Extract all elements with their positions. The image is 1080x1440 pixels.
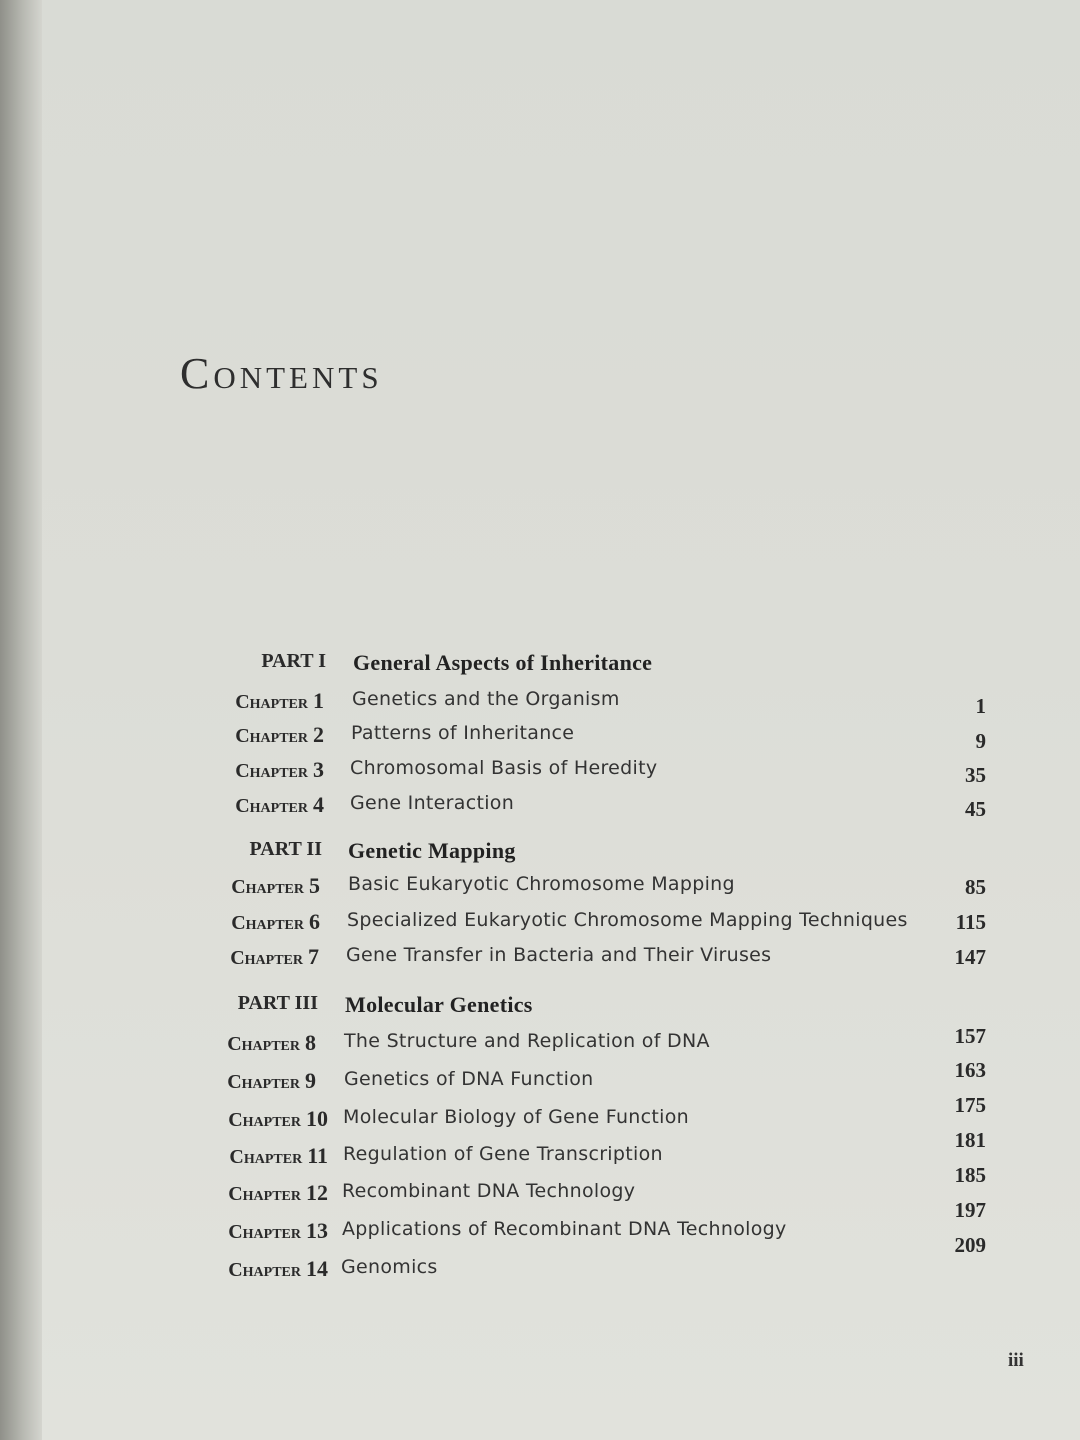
page-number: 115 — [955, 910, 986, 934]
page-number: 209 — [954, 1233, 986, 1257]
chapter-word: Chapter — [231, 912, 309, 934]
chapter-number: 11 — [307, 1143, 328, 1168]
toc-chapter-row — [42, 1128, 1042, 1173]
chapter-number: 9 — [305, 1068, 316, 1093]
chapter-number: 4 — [313, 792, 324, 817]
chapter-word: Chapter — [235, 795, 313, 817]
page-number: 185 — [954, 1163, 986, 1187]
contents-heading: Contents — [180, 349, 383, 398]
page-number: 1 — [975, 694, 986, 718]
page-number: 9 — [975, 729, 986, 753]
chapter-word: Chapter — [230, 947, 308, 969]
chapter-label — [235, 688, 324, 714]
chapter-label — [227, 1068, 316, 1094]
chapter-number: 12 — [306, 1180, 328, 1205]
page-number: 45 — [965, 797, 986, 821]
chapter-label — [227, 1030, 316, 1056]
page-number: 181 — [954, 1128, 986, 1152]
part-title: General Aspects of Inheritance — [353, 650, 653, 675]
chapter-label — [228, 1256, 328, 1282]
chapter-title: Applications of Recombinant DNA Technology — [342, 1218, 787, 1240]
toc-part-row — [42, 992, 1042, 1022]
chapter-number: 8 — [305, 1030, 316, 1055]
chapter-word: Chapter — [229, 1146, 308, 1168]
chapter-label — [228, 1106, 328, 1132]
chapter-label — [228, 1180, 328, 1206]
page-number: 175 — [954, 1093, 986, 1117]
page-folio: iii — [1008, 1350, 1024, 1371]
toc-chapter-row — [42, 1093, 1042, 1136]
part-label: PART I — [261, 650, 326, 672]
chapter-title: Recombinant DNA Technology — [342, 1180, 636, 1202]
chapter-label — [230, 944, 319, 970]
chapter-label — [231, 909, 320, 935]
chapter-title: The Structure and Replication of DNA — [344, 1030, 710, 1052]
chapter-label — [229, 1143, 328, 1169]
chapter-title: Patterns of Inheritance — [351, 722, 575, 744]
toc-chapter-row — [42, 909, 1042, 939]
toc-chapter-row — [42, 873, 1042, 903]
page-number: 163 — [954, 1058, 986, 1082]
chapter-word: Chapter — [228, 1259, 306, 1281]
chapter-word: Chapter — [228, 1183, 306, 1205]
toc-chapter-row — [42, 792, 1042, 822]
chapter-title: Genetics and the Organism — [352, 688, 620, 710]
chapter-number: 7 — [308, 944, 319, 969]
toc-chapter-row — [42, 1024, 1042, 1060]
chapter-label — [231, 873, 320, 899]
chapter-number: 6 — [309, 909, 320, 934]
chapter-number: 5 — [309, 873, 320, 898]
part-title: Genetic Mapping — [348, 838, 516, 863]
chapter-number: 14 — [306, 1256, 328, 1281]
chapter-number: 13 — [306, 1218, 328, 1243]
chapter-word: Chapter — [228, 1109, 306, 1131]
chapter-word: Chapter — [235, 691, 313, 713]
chapter-title: Genetics of DNA Function — [344, 1068, 594, 1090]
page-number: 197 — [954, 1198, 986, 1222]
chapter-label — [235, 722, 324, 748]
chapter-title: Gene Interaction — [350, 792, 515, 814]
toc-chapter-row — [42, 688, 1042, 718]
part-label: PART III — [237, 992, 318, 1014]
page-number: 35 — [965, 763, 986, 787]
toc-chapter-row — [42, 944, 1042, 974]
chapter-label — [235, 792, 324, 818]
chapter-word: Chapter — [235, 725, 313, 747]
chapter-number: 1 — [313, 688, 324, 713]
toc-chapter-row — [42, 1058, 1042, 1098]
chapter-number: 2 — [313, 722, 324, 747]
toc-chapter-row — [42, 722, 1042, 752]
chapter-title: Basic Eukaryotic Chromosome Mapping — [348, 873, 735, 895]
toc-chapter-row — [42, 757, 1042, 787]
chapter-word: Chapter — [228, 1221, 306, 1243]
chapter-label — [228, 1218, 328, 1244]
toc-chapter-row — [42, 1233, 1042, 1286]
chapter-title: Chromosomal Basis of Heredity — [350, 757, 658, 779]
page-number: 147 — [954, 945, 986, 969]
book-page — [42, 0, 1080, 1440]
page-gutter-shadow — [0, 0, 42, 1440]
toc-chapter-row — [42, 1198, 1042, 1248]
chapter-title: Genomics — [341, 1256, 438, 1278]
chapter-title: Molecular Biology of Gene Function — [343, 1106, 689, 1128]
chapter-word: Chapter — [235, 760, 313, 782]
chapter-title: Specialized Eukaryotic Chromosome Mapping Techniques — [347, 909, 908, 931]
chapter-word: Chapter — [227, 1033, 305, 1055]
part-title: Molecular Genetics — [345, 992, 533, 1017]
chapter-title: Gene Transfer in Bacteria and Their Viruses — [346, 944, 772, 966]
chapter-title: Regulation of Gene Transcription — [343, 1143, 663, 1165]
page-number: 157 — [954, 1024, 986, 1048]
chapter-word: Chapter — [231, 876, 309, 898]
chapter-word: Chapter — [227, 1071, 305, 1093]
part-label: PART II — [249, 838, 322, 860]
page-number: 85 — [965, 875, 986, 899]
chapter-label — [235, 757, 324, 783]
chapter-number: 10 — [306, 1106, 328, 1131]
toc-chapter-row — [42, 1163, 1042, 1210]
toc-part-row — [42, 838, 1042, 868]
toc-part-row — [42, 650, 1042, 680]
chapter-number: 3 — [313, 757, 324, 782]
